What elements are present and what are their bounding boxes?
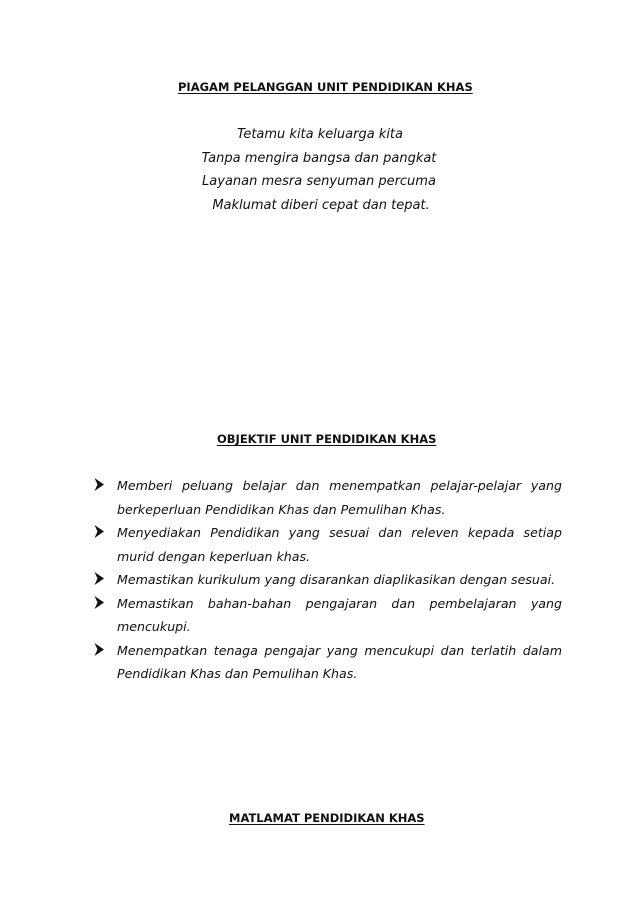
list-item-line: murid dengan keperluan khas. xyxy=(117,548,311,564)
list-item-text xyxy=(117,592,562,639)
arrowhead-bullet-icon xyxy=(94,642,105,657)
list-item xyxy=(94,474,562,521)
charter-poem xyxy=(0,123,638,217)
list-item-line: Memastikan kurikulum yang disarankan diaplikasikan dengan sesuai. xyxy=(117,572,556,587)
list-item-text xyxy=(117,474,562,521)
list-item-text xyxy=(117,639,562,686)
goals-heading: MATLAMAT PENDIDIKAN KHAS xyxy=(229,811,425,825)
list-item xyxy=(94,521,562,568)
charter-line: Tanpa mengira bangsa dan pangkat xyxy=(201,150,437,166)
arrowhead-bullet-icon xyxy=(94,477,105,492)
charter-line: Maklumat diberi cepat dan tepat. xyxy=(212,197,430,213)
charter-heading: PIAGAM PELANGGAN UNIT PENDIDIKAN KHAS xyxy=(178,80,473,94)
objectives-list xyxy=(94,474,562,686)
arrowhead-bullet-icon xyxy=(94,524,105,539)
list-item xyxy=(94,568,562,592)
charter-line: Tetamu kita keluarga kita xyxy=(236,127,403,142)
list-item-text xyxy=(117,521,562,568)
arrowhead-bullet-icon xyxy=(94,571,105,586)
list-item-line: Pendidikan Khas dan Pemulihan Khas. xyxy=(117,666,358,681)
list-item xyxy=(94,639,562,686)
list-item-line: mencukupi. xyxy=(117,619,191,634)
list-item-line: Memberi peluang belajar dan menempatkan pelajar-pelajar yang xyxy=(117,478,562,493)
list-item xyxy=(94,592,562,639)
objectives-heading: OBJEKTIF UNIT PENDIDIKAN KHAS xyxy=(217,432,437,446)
list-item-line: berkeperluan Pendidikan Khas dan Pemulihan Khas. xyxy=(117,501,446,517)
list-item-line: Menempatkan tenaga pengajar yang mencukupi dan terlatih dalam xyxy=(117,642,562,658)
arrowhead-bullet-icon xyxy=(94,595,105,610)
charter-line: Layanan mesra senyuman percuma xyxy=(202,174,436,189)
list-item-text xyxy=(117,568,562,592)
list-item-line: Memastikan bahan-bahan pengajaran dan pembelajaran yang xyxy=(117,595,562,611)
list-item-line: Menyediakan Pendidikan yang sesuai dan releven kepada setiap xyxy=(117,525,562,540)
